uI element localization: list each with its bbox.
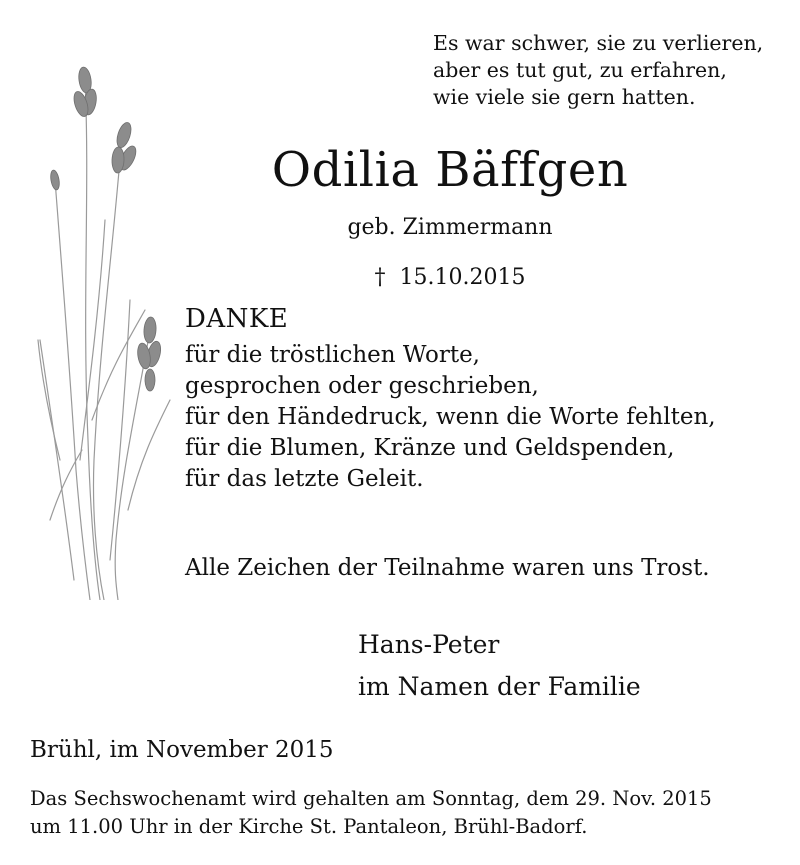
quote-line: Es war schwer, sie zu verlieren,	[433, 31, 764, 55]
death-date: 15.10.2015	[399, 265, 526, 290]
service-notice	[30, 785, 795, 841]
signature-family: im Namen der Familie	[358, 672, 641, 701]
cross-icon: †	[374, 265, 386, 290]
memorial-quote	[433, 30, 793, 111]
thanks-list	[185, 340, 795, 495]
deceased-name: Odilia Bäffgen	[271, 142, 629, 198]
wheat-illustration	[30, 40, 180, 600]
thanks-line: für den Händedruck, wenn die Worte fehlten,	[185, 404, 716, 430]
notice-line: Das Sechswochenamt wird gehalten am Sonntag, dem 29. Nov. 2015	[30, 787, 712, 810]
death-date-line	[300, 263, 600, 293]
signature-name: Hans-Peter	[358, 630, 500, 659]
signature	[358, 624, 778, 708]
thanks-line: für die tröstlichen Worte,	[185, 342, 480, 368]
thanks-closing: Alle Zeichen der Teilnahme waren uns Trost.	[185, 555, 710, 581]
notice-line: um 11.00 Uhr in der Kirche St. Pantaleon, Brühl-Badorf.	[30, 815, 588, 838]
quote-line: aber es tut gut, zu erfahren,	[433, 58, 727, 82]
thanks-heading: DANKE	[185, 304, 289, 334]
thanks-line: gesprochen oder geschrieben,	[185, 373, 539, 399]
maiden-name: geb. Zimmermann	[347, 215, 553, 240]
thanks-line: für die Blumen, Kränze und Geldspenden,	[185, 435, 675, 461]
quote-line: wie viele sie gern hatten.	[433, 85, 696, 109]
thanks-line: für das letzte Geleit.	[185, 466, 424, 492]
place-date: Brühl, im November 2015	[30, 737, 334, 763]
